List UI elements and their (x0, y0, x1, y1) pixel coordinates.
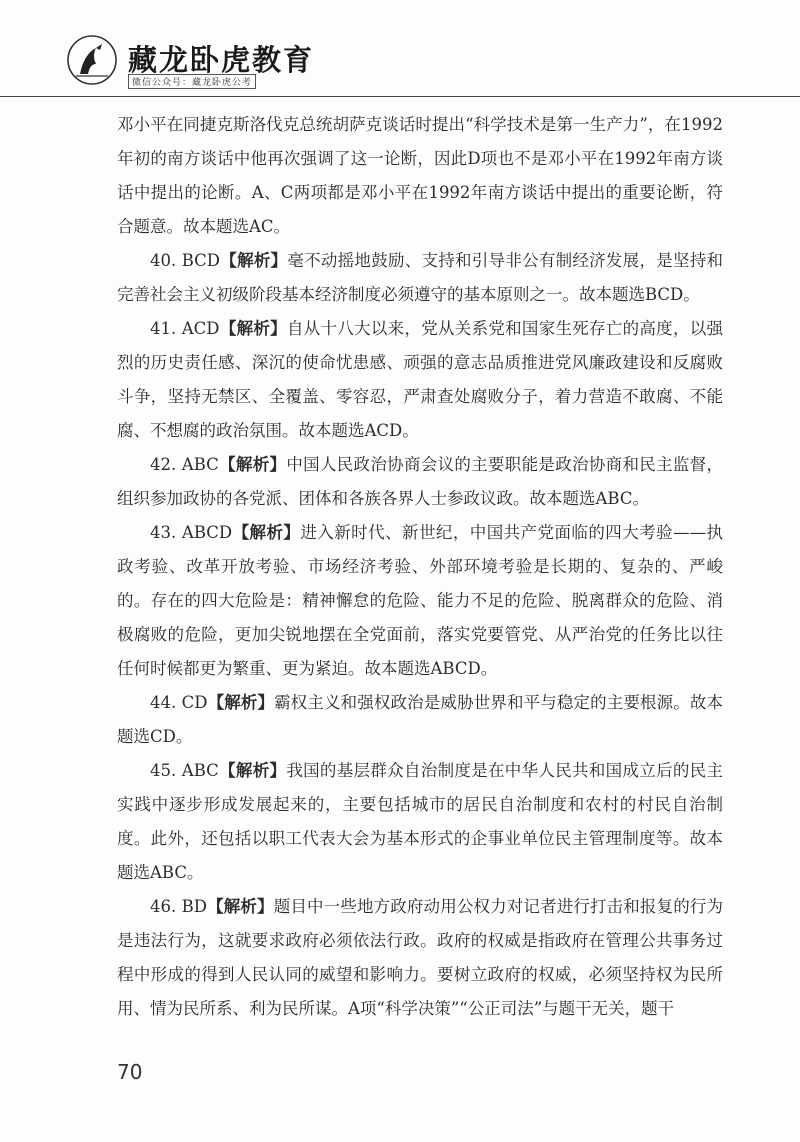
paragraph-text: 我国的基层群众自治制度是在中华人民共和国成立后的民主实践中逐步形成发展起来的，主要包括城市的居民自治制度和农村的村民自治制度。此外，还包括以职工代表大会为基本形式的企事业单位民主管理制度等。故本题选ABC。 (117, 761, 723, 882)
header-divider (0, 96, 800, 97)
paragraph-text: 中国人民政治协商会议的主要职能是政治协商和民主监督，组织参加政协的各党派、团体和各族各界人士参政议政。故本题选ABC。 (117, 455, 723, 508)
analysis-tag: 【解析】 (220, 251, 288, 270)
brand-subtitle: 微信公众号：藏龙卧虎公考 (128, 74, 256, 89)
answer-key: 41. ACD (150, 319, 220, 338)
answer-key: 40. BCD (150, 251, 221, 270)
answer-explanations (117, 108, 723, 1026)
continued-paragraph (117, 108, 723, 244)
paragraph-text: 毫不动摇地鼓励、支持和引导非公有制经济发展，是坚持和完善社会主义初级阶段基本经济制度必须遵守的基本原则之一。故本题选BCD。 (117, 251, 724, 304)
paragraph-text: 霸权主义和强权政治是威胁世界和平与稳定的主要根源。故本题选CD。 (117, 693, 724, 746)
analysis-tag: 【解析】 (219, 319, 287, 338)
paragraph-text: 进入新时代、新世纪，中国共产党面临的四大考验——执政考验、改革开放考验、市场经济考验、外部环境考验是长期的、复杂的、严峻的。存在的四大危险是：精神懈怠的危险、能力不足的危险、脱离群众的危险、消极腐败的危险，更加尖锐地摆在全党面前，落实党要管党、从严治党的任务比以往任何时候都更为繁重、更为紧迫。故本题选ABCD。 (117, 523, 724, 678)
answer-key: 42. ABC (150, 455, 219, 474)
analysis-tag: 【解析】 (218, 761, 287, 780)
paragraph-text: 邓小平在同捷克斯洛伐克总统胡萨克谈话时提出“科学技术是第一生产力”，在1992年初的南方谈话中他再次强调了这一论断，因此D项也不是邓小平在1992年南方谈话中提出的论断。A、C两项都是邓小平在1992年南方谈话中提出的重要论断，符合题意。故本题选AC。 (117, 115, 723, 236)
analysis-tag: 【解析】 (232, 523, 301, 542)
paragraph-text: 题目中一些地方政府动用公权力对记者进行打击和报复的行为是违法行为，这就要求政府必须依法行政。政府的权威是指政府在管理公共事务过程中形成的得到人民认同的威望和影响力。要树立政府的权威，必须坚持权为民所用、情为民所系、利为民所谋。A项“科学决策”“公正司法”与题干无关，题干 (117, 897, 724, 1018)
answer-key: 46. BD (150, 897, 207, 916)
answer-key: 45. ABC (150, 761, 219, 780)
answer-key: 44. CD (150, 693, 208, 712)
brand-logo-icon (66, 34, 118, 86)
brand-title: 藏龙卧虎教育 (128, 43, 315, 77)
page-number: 70 (117, 1060, 143, 1084)
answer-42 (117, 448, 723, 516)
analysis-tag: 【解析】 (207, 897, 274, 916)
analysis-tag: 【解析】 (207, 693, 275, 712)
answer-key: 43. ABCD (150, 523, 233, 542)
page-header (0, 0, 800, 98)
paragraph-text: 自从十八大以来，党从关系党和国家生死存亡的高度，以强烈的历史责任感、深沉的使命忧患感、顽强的意志品质推进党风廉政建设和反腐败斗争，坚持无禁区、全覆盖、零容忍，严肃查处腐败分子，着力营造不敢腐、不能腐、不想腐的政治氛围。故本题选ACD。 (117, 319, 724, 440)
analysis-tag: 【解析】 (218, 455, 287, 474)
answer-40 (117, 244, 723, 312)
answer-44 (117, 686, 723, 754)
answer-46 (117, 890, 723, 1026)
answer-45 (117, 754, 723, 890)
answer-41 (117, 312, 723, 448)
answer-43 (117, 516, 723, 686)
